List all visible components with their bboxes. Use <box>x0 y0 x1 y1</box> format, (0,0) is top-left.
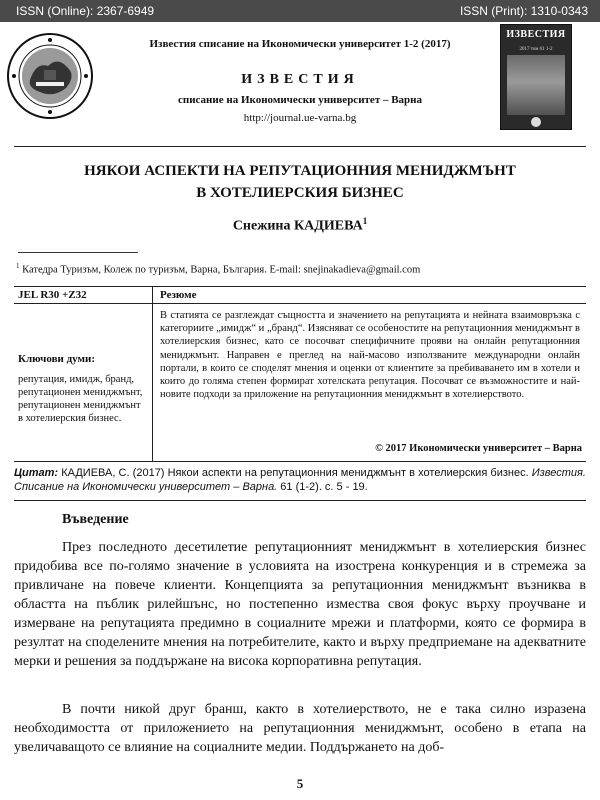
issn-bar <box>0 0 600 22</box>
footnote-text: Катедра Туризъм, Колеж по туризъм, Варна, България. E-mail: snejinakadieva@gmail.com <box>22 264 421 276</box>
article-title <box>30 160 570 204</box>
abstract-box-column-divider <box>152 287 153 461</box>
journal-cover-image <box>500 24 572 130</box>
keywords-text: репутация, имидж, бранд, репутационен мениджмънт, репутационен мениджмънт в хотелиерския бизнес. <box>18 374 143 424</box>
journal-line: Известия списание на Икономически университет 1-2 (2017) <box>149 38 451 50</box>
author-footnote-mark: 1 <box>362 216 368 226</box>
abstract-text: В статията се разглеждат същността и значението на репутацията и нейната взаимовръзка с категориите „имидж“ и „бранд“. Изясняват се особеностите на репутационния мениджмънт в хотелиерския бизнес, като се посочват специфичните прояви на онлайн репутационния мениджмънт. Направен е преглед на най-масово използваните международни онлайн портали, в които се споделят мнения и оценки от клиентите за пребиваването им в хотели и които до голяма степен формират хотелската репутация. Посочват се възможностите и най-новите подходи за приложение на репутационния мениджмънт в хотелиерството. <box>160 310 580 401</box>
page-number: 5 <box>296 776 304 791</box>
abstract-label: Резюме <box>160 289 197 301</box>
cover-photo <box>507 55 565 115</box>
university-logo <box>6 32 94 120</box>
cover-emblem-icon <box>531 117 541 127</box>
article-author <box>30 216 570 235</box>
citation-divider <box>14 500 586 501</box>
header-divider <box>14 146 586 147</box>
keywords-label: Ключови думи: <box>18 353 96 365</box>
citation-journal: Известия. Списание на Икономически университет – Варна. <box>14 467 586 493</box>
journal-url[interactable]: http://journal.ue-varna.bg <box>243 112 357 124</box>
author-footnote <box>16 262 586 276</box>
masthead <box>0 22 600 146</box>
journal-title: ИЗВЕСТИЯ <box>241 72 359 87</box>
issn-online: ISSN (Online): 2367-6949 <box>16 4 155 18</box>
citation-text: КАДИЕВА, С. (2017) Някои аспекти на репутационния мениджмънт в хотелиерския бизнес. <box>58 467 532 479</box>
jel-codes: JEL R30 +Z32 <box>18 289 87 301</box>
citation-label: Цитат: <box>14 467 59 479</box>
author-name: Снежина КАДИЕВА <box>232 218 363 234</box>
article-title-line2: В ХОТЕЛИЕРСКИЯ БИЗНЕС <box>196 185 404 201</box>
body-paragraph-2: В почти никой друг бранш, както в хотелиерството, не е така силно изразена необходимостта от приложението на репутационния мениджмънт, особено в етапа на увеличаващото се влияние на социалните медии. Поддържането на доб- <box>14 702 586 755</box>
abstract-box <box>14 286 586 462</box>
section-heading: Въведение <box>62 512 129 527</box>
copyright-notice: © 2017 Икономически университет – Варна <box>375 443 582 454</box>
article-title-line1: НЯКОИ АСПЕКТИ НА РЕПУТАЦИОННИЯ МЕНИДЖМЪНТ <box>84 163 516 179</box>
citation <box>14 466 586 494</box>
abstract-box-header-rule <box>14 303 586 304</box>
cover-issue: 2017 том 61 1-2 <box>519 47 553 52</box>
cover-title: ИЗВЕСТИЯ <box>506 29 566 40</box>
journal-subtitle: списание на Икономически университет – Варна <box>177 94 423 106</box>
citation-volume: 61 (1-2). с. 5 - 19. <box>277 481 368 493</box>
footnote-mark: 1 <box>16 262 20 270</box>
body-paragraph-1: През последното десетилетие репутационният мениджмънт в хотелиерския бизнес придобива все по-голямо значение в условията на изострена конкуренция и в стремежа за привличане на повече клиенти. Концепцията за репутационния мениджмънт възниква в областта на пъблик рилейшънс, но постепенно измества своя фокус върху проучване и измерване на репутацията предимно в социалните мрежи и платформи, която се формира в резултат на споделените мнения на потребителите, както и върху предприемане на адекватните мерки и решения за поддържане на висока корпоративна репутация. <box>14 540 586 669</box>
footnote-separator <box>18 252 138 253</box>
issn-print: ISSN (Print): 1310-0343 <box>459 4 588 18</box>
